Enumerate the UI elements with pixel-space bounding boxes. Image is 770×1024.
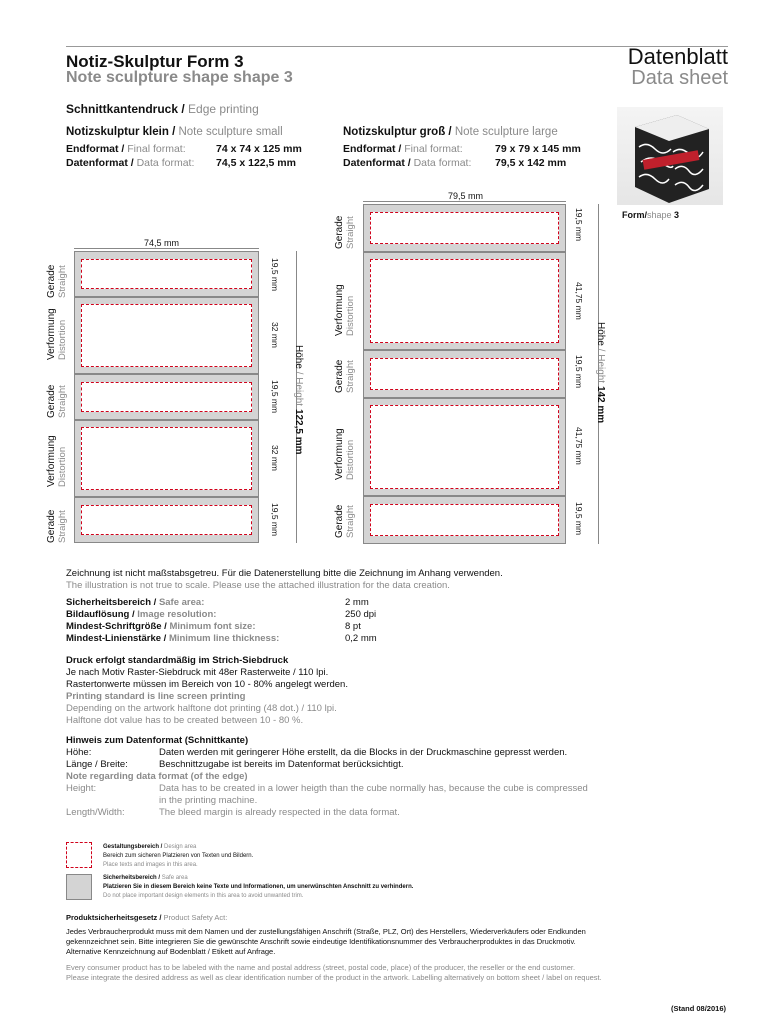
small-height-label: Höhe / Height 122,5 mm [293, 345, 304, 455]
small-label-distortion-2: Verformung Distortion [46, 435, 68, 487]
small-strip-4 [74, 420, 259, 497]
large-title: Notizskulptur groß / Note sculpture large [343, 126, 558, 138]
small-final-value: 74 x 74 x 125 mm [216, 143, 302, 155]
stand-date: (Stand 08/2016) [670, 1004, 726, 1013]
scale-note-en: The illustration is not true to scale. Please use the attached illustration for the data creation. [66, 580, 450, 591]
spec-font-label: Mindest-Schriftgröße / Minimum font size: [66, 621, 256, 632]
print-en-line-2: Halftone dot value has to be created between 10 - 80 %. [66, 715, 304, 726]
datasheet-de: Datenblatt [627, 44, 728, 69]
legend-safe-line-1: Platzieren Sie in diesem Bereich keine Texte und Informationen, um unerwünschten Anschnitt zu verhindern. [103, 884, 414, 890]
large-seg-5: 19,5 mm [574, 502, 584, 536]
print-heading: Druck erfolgt standardmäßig im Strich-Siebdruck [66, 655, 289, 666]
print-line-2: Rastertonwerte müssen im Bereich von 10 - 80% angelegt werden. [66, 679, 348, 690]
edge-heading: Schnittkantendruck / Edge printing [66, 102, 259, 116]
large-final-value: 79 x 79 x 145 mm [495, 143, 581, 155]
small-label-straight-1: Gerade Straight [46, 264, 68, 298]
safety-en-2: Please integrate the desired address as well as clear identification number of the product in the artwork. Labelling alternatively on bottom sheet / label on request. [66, 973, 602, 982]
hint-en-heading: Note regarding data format (of the edge) [66, 771, 248, 782]
hint-length-text: Beschnittzugabe ist bereits im Datenformat berücksichtigt. [159, 759, 404, 770]
safety-en-1: Every consumer product has to be labeled with the name and postal address (street, postal code, place) of the producer, the reseller or the end customer. [66, 963, 576, 972]
small-strip-2 [74, 297, 259, 374]
safety-heading: Produktsicherheitsgesetz / Product Safety Act: [66, 913, 228, 922]
large-label-distortion-2: Verformung Distortion [334, 428, 356, 480]
legend-safe-title: Sicherheitsbereich / Safe area [103, 875, 188, 881]
hint-en-length-text: The bleed margin is already respected in the data format. [159, 807, 400, 818]
small-seg-2: 32 mm [270, 322, 280, 348]
large-seg-2: 41,75 mm [574, 282, 584, 320]
hint-heading: Hinweis zum Datenformat (Schnittkante) [66, 735, 249, 746]
legend-safe-line-2: Do not place important design elements in this area to avoid unwanted trim. [103, 893, 304, 899]
small-width-line [74, 248, 259, 249]
small-seg-4: 32 mm [270, 445, 280, 471]
title-de: Notiz-Skulptur Form 3 [66, 52, 244, 71]
small-seg-3: 19,5 mm [270, 380, 280, 414]
small-data-format: Datenformat / Data format: [66, 157, 195, 169]
hint-height-label: Höhe: [66, 747, 92, 758]
large-width-line [363, 201, 566, 202]
print-en-line-1: Depending on the artwork halftone dot printing (48 dot.) / 110 lpi. [66, 703, 337, 714]
form-shape-label: Form/shape 3 [622, 210, 680, 220]
hint-en-height-label: Height: [66, 783, 97, 794]
large-data-format: Datenformat / Data format: [343, 157, 472, 169]
spec-resolution-value: 250 dpi [345, 609, 377, 620]
large-label-straight-2: Gerade Straight [334, 359, 356, 393]
hint-height-text: Daten werden mit geringerer Höhe erstellt, da die Blocks in der Druckmaschine gepresst werden. [159, 747, 568, 758]
small-strip-5 [74, 497, 259, 543]
product-photo [617, 107, 723, 205]
hint-length-label: Länge / Breite: [66, 759, 128, 770]
print-en-heading: Printing standard is line screen printing [66, 691, 246, 702]
spec-resolution-label: Bildauflösung / Image resolution: [66, 609, 217, 620]
spec-safe-value: 2 mm [345, 597, 369, 608]
small-final-format: Endformat / Final format: [66, 143, 186, 155]
safety-de-1: Jedes Verbraucherprodukt muss mit dem Namen und der zustellungsfähigen Anschrift (Straße, PLZ, Ort) des Herstellers, Wiederverkäufers oder Endkunden [66, 927, 586, 936]
large-strip-3 [363, 350, 566, 398]
large-height-label: Höhe / Height 142 mm [595, 322, 606, 424]
hint-en-height-text-1: Data has to be created in a lower heigth than the cube normally has, because the cube is compressed [159, 783, 588, 794]
large-strip-5 [363, 496, 566, 544]
large-label-straight-1: Gerade Straight [334, 215, 356, 249]
small-strip-1 [74, 251, 259, 297]
large-width-label: 79,5 mm [448, 191, 484, 201]
large-label-straight-3: Gerade Straight [334, 504, 356, 538]
legend-design-line-2: Place texts and images in this area. [103, 862, 198, 868]
large-strip-1 [363, 204, 566, 252]
small-title: Notizskulptur klein / Note sculpture small [66, 126, 283, 138]
legend-design-line-1: Bereich zum sicheren Platzieren von Texten und Bildern. [103, 853, 254, 859]
legend-safe-swatch [66, 874, 92, 900]
spec-line-label: Mindest-Linienstärke / Minimum line thickness: [66, 633, 280, 644]
large-label-distortion-1: Verformung Distortion [334, 284, 356, 336]
legend-design-title: Gestaltungsbereich / Design area [103, 844, 197, 850]
scale-note-de: Zeichnung ist nicht maßstabsgetreu. Für die Datenerstellung bitte die Zeichnung im Anhang verwenden. [66, 568, 503, 579]
large-data-value: 79,5 x 142 mm [495, 157, 567, 169]
hint-en-length-label: Length/Width: [66, 807, 125, 818]
spec-line-value: 0,2 mm [345, 633, 377, 644]
safety-de-2: gekennzeichnet sein. Bitte integrieren Sie die gewünschte Anschrift sowie eindeutige Identifikationsnummer des Verbraucherproduktes in das Druckmotiv. [66, 937, 576, 946]
small-label-distortion-1: Verformung Distortion [46, 308, 68, 360]
safety-de-3: Alternative Kennzeichnung auf Bodenblatt / Etikett auf Anfrage. [66, 947, 276, 956]
small-data-value: 74,5 x 122,5 mm [216, 157, 296, 169]
print-line-1: Je nach Motiv Raster-Siebdruck mit 48er Rasterweite / 110 lpi. [66, 667, 329, 678]
large-seg-1: 19,5 mm [574, 208, 584, 242]
large-final-format: Endformat / Final format: [343, 143, 463, 155]
small-seg-5: 19,5 mm [270, 503, 280, 537]
large-strip-4 [363, 398, 566, 496]
small-label-straight-2: Gerade Straight [46, 384, 68, 418]
datasheet-en: Data sheet [631, 67, 728, 89]
title-en: Note sculpture shape shape 3 [66, 69, 293, 86]
spec-safe-label: Sicherheitsbereich / Safe area: [66, 597, 205, 608]
small-seg-1: 19,5 mm [270, 258, 280, 292]
small-strip-3 [74, 374, 259, 420]
spec-font-value: 8 pt [345, 621, 361, 632]
large-seg-3: 19,5 mm [574, 355, 584, 389]
large-strip-2 [363, 252, 566, 350]
hint-en-height-text-2: in the printing machine. [159, 795, 258, 806]
large-seg-4: 41,75 mm [574, 427, 584, 465]
small-label-straight-3: Gerade Straight [46, 509, 68, 543]
legend-design-swatch [66, 842, 92, 868]
small-width-label: 74,5 mm [144, 238, 180, 248]
